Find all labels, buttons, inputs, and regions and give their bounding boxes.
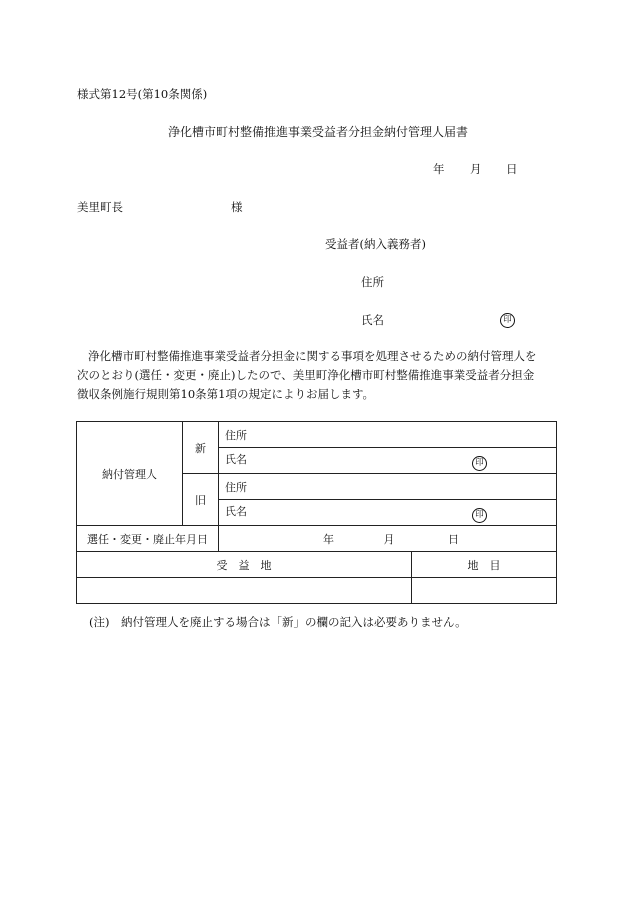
date-year-label: 年 [433, 162, 445, 176]
addressee-name: 美里町長 [77, 200, 123, 214]
date-day-label: 日 [506, 162, 518, 176]
old-address-label: 住所 [225, 480, 247, 494]
applicant-address-label: 住所 [361, 275, 384, 289]
body-line-3: 徴収条例施行規則第10条第1項の規定によりお届します。 [77, 387, 375, 401]
table-row [77, 552, 557, 578]
table-row [77, 526, 557, 552]
category-value-cell[interactable] [412, 578, 557, 604]
new-label: 新 [183, 422, 219, 474]
new-name-label: 氏名 [225, 452, 247, 466]
table-date-year: 年 [323, 532, 334, 546]
agent-row-label: 納付管理人 [77, 422, 183, 526]
new-address-label: 住所 [225, 428, 247, 442]
old-label: 旧 [183, 474, 219, 526]
body-line-2: 次のとおり(選任・変更・廃止)したので、美里町浄化槽市町村整備推進事業受益者分担金 [77, 368, 535, 382]
seal-icon: 印 [500, 313, 515, 328]
applicant-name-label: 氏名 [361, 313, 384, 327]
table-date-month: 月 [383, 532, 395, 546]
table-date-day: 日 [448, 532, 459, 546]
applicant-label: 受益者(納入義務者) [325, 237, 426, 251]
date-row-label: 選任・変更・廃止年月日 [77, 526, 219, 552]
table-row [77, 422, 557, 448]
seal-icon: 印 [472, 508, 487, 523]
date-month-label: 月 [470, 162, 482, 176]
footnote: (注) 納付管理人を廃止する場合は「新」の欄の記入は必要ありません。 [89, 615, 467, 629]
new-address-cell[interactable] [219, 422, 557, 448]
body-line-1: 浄化槽市町村整備推進事業受益者分担金に関する事項を処理させるための納付管理人を [88, 349, 537, 363]
old-address-cell[interactable] [219, 474, 557, 500]
old-name-label: 氏名 [225, 504, 247, 518]
document-title: 浄化槽市町村整備推進事業受益者分担金納付管理人届書 [168, 125, 469, 139]
land-header: 受 益 地 [77, 552, 412, 578]
table-row [77, 578, 557, 604]
addressee-honorific: 様 [231, 200, 243, 214]
new-name-cell[interactable] [219, 448, 557, 474]
applicant-seal-mark [500, 311, 515, 328]
date-row-value[interactable] [219, 526, 557, 552]
seal-icon: 印 [472, 456, 487, 471]
form-number: 様式第12号(第10条関係) [77, 87, 208, 101]
category-header: 地 目 [412, 552, 557, 578]
old-name-cell[interactable] [219, 500, 557, 526]
agent-table [76, 421, 557, 604]
land-value-cell[interactable] [77, 578, 412, 604]
